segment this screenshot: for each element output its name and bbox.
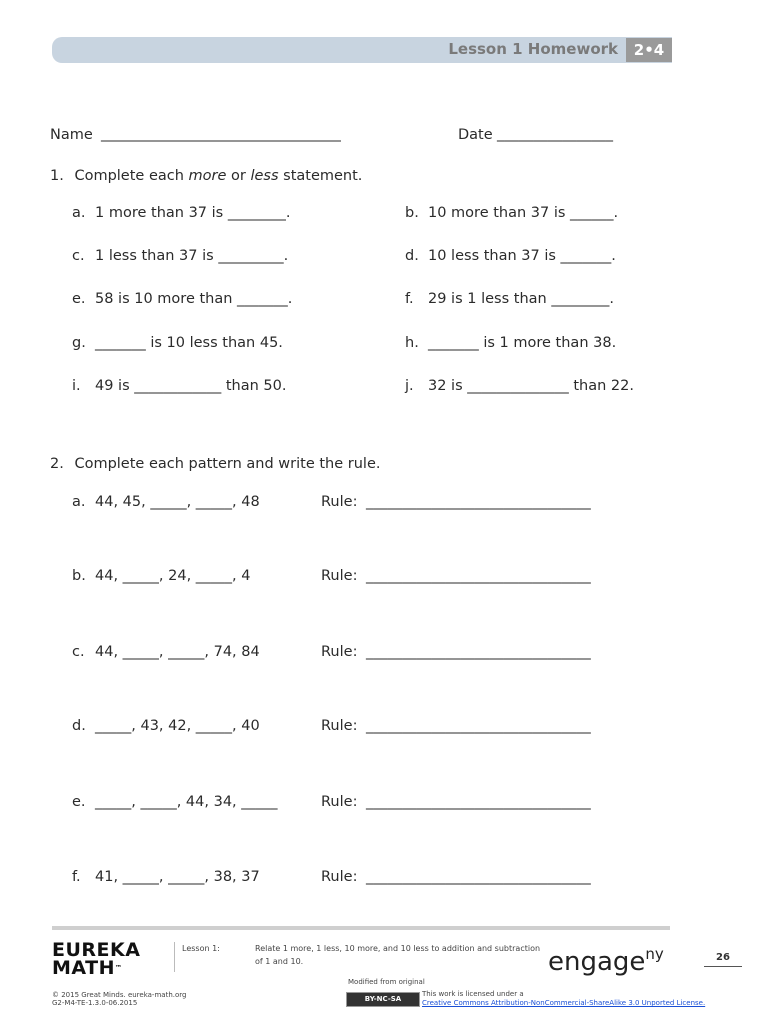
statement-word: statement. xyxy=(278,168,363,184)
date-field[interactable]: ________________ xyxy=(497,126,613,142)
question-letter: f. xyxy=(405,291,414,307)
lesson-title: Lesson 1 Homework xyxy=(448,40,618,58)
rule-field[interactable]: _______________________________ xyxy=(366,644,591,660)
license-text: This work is licensed under a xyxy=(422,990,524,998)
rule-label: Rule: xyxy=(321,869,358,885)
pattern-sequence[interactable]: _____, 43, 42, _____, 40 xyxy=(95,718,260,734)
rule-field[interactable]: _______________________________ xyxy=(366,869,591,885)
question-text[interactable]: 58 is 10 more than _______. xyxy=(95,291,293,307)
problem-1-heading xyxy=(50,168,362,184)
rule-field[interactable]: _______________________________ xyxy=(366,794,591,810)
modified-note: Modified from original xyxy=(348,978,425,986)
question-text[interactable]: 29 is 1 less than ________. xyxy=(428,291,614,307)
problem-number: 2. xyxy=(50,456,64,472)
pattern-letter: e. xyxy=(72,794,86,810)
eureka-math-logo xyxy=(52,941,140,977)
license-link[interactable]: Creative Commons Attribution-NonCommercial-ShareAlike 3.0 Unported License. xyxy=(422,999,706,1007)
question-text[interactable]: 10 less than 37 is _______. xyxy=(428,248,616,264)
pattern-sequence[interactable]: 44, _____, _____, 74, 84 xyxy=(95,644,260,660)
pattern-letter: c. xyxy=(72,644,85,660)
rule-field[interactable]: _______________________________ xyxy=(366,568,591,584)
question-letter: e. xyxy=(72,291,86,307)
question-text[interactable]: _______ is 10 less than 45. xyxy=(95,335,283,351)
pattern-letter: f. xyxy=(72,869,81,885)
question-text[interactable]: 49 is ____________ than 50. xyxy=(95,378,287,394)
pattern-letter: b. xyxy=(72,568,86,584)
logo-line-2: MATH xyxy=(52,957,115,979)
question-letter: d. xyxy=(405,248,419,264)
rule-field[interactable]: _______________________________ xyxy=(366,718,591,734)
rule-label: Rule: xyxy=(321,794,358,810)
more-word: more xyxy=(188,168,227,184)
question-letter: b. xyxy=(405,205,419,221)
question-letter: a. xyxy=(72,205,86,221)
problem-intro-text: Complete each pattern and write the rule. xyxy=(74,456,381,472)
logo-trademark: ™ xyxy=(115,964,123,972)
footer-separator xyxy=(174,942,175,972)
name-label: Name xyxy=(50,127,93,143)
or-word: or xyxy=(226,168,251,184)
lesson-label: Lesson 1: xyxy=(182,944,220,953)
question-text[interactable]: _______ is 1 more than 38. xyxy=(428,335,617,351)
copyright-line-1: © 2015 Great Minds. eureka-math.org xyxy=(52,991,187,999)
question-letter: j. xyxy=(405,378,414,394)
creative-commons-badge: BY-NC-SA xyxy=(346,992,420,1007)
rule-label: Rule: xyxy=(321,494,358,510)
question-text[interactable]: 1 more than 37 is ________. xyxy=(95,205,291,221)
pattern-sequence[interactable]: 44, 45, _____, _____, 48 xyxy=(95,494,260,510)
footer-divider xyxy=(52,926,670,930)
problem-2-heading xyxy=(50,456,380,472)
less-word: less xyxy=(250,168,279,184)
page-number: 26 xyxy=(704,952,742,967)
engageny-logo xyxy=(548,945,664,977)
pattern-sequence[interactable]: 41, _____, _____, 38, 37 xyxy=(95,869,260,885)
copyright-line-2: G2-M4-TE-1.3.0-06.2015 xyxy=(52,999,138,1007)
question-letter: c. xyxy=(72,248,85,264)
rule-field[interactable]: _______________________________ xyxy=(366,494,591,510)
name-field[interactable]: __________________________________ xyxy=(101,126,341,142)
grade-module-badge: 2•4 xyxy=(626,38,672,62)
ny-text: ny xyxy=(645,945,664,963)
question-text[interactable]: 32 is ______________ than 22. xyxy=(428,378,634,394)
pattern-letter: d. xyxy=(72,718,86,734)
problem-number: 1. xyxy=(50,168,64,184)
question-letter: g. xyxy=(72,335,86,351)
logo-line-1: EUREKA xyxy=(52,939,141,961)
question-text[interactable]: 1 less than 37 is _________. xyxy=(95,248,289,264)
rule-label: Rule: xyxy=(321,644,358,660)
engage-text: engage xyxy=(548,947,646,977)
pattern-sequence[interactable]: _____, _____, 44, 34, _____ xyxy=(95,794,278,810)
rule-label: Rule: xyxy=(321,718,358,734)
question-letter: i. xyxy=(72,378,81,394)
question-text[interactable]: 10 more than 37 is ______. xyxy=(428,205,619,221)
problem-intro-text: Complete each xyxy=(74,168,189,184)
lesson-description-line-2: of 1 and 10. xyxy=(255,957,304,966)
pattern-sequence[interactable]: 44, _____, 24, _____, 4 xyxy=(95,568,251,584)
question-letter: h. xyxy=(405,335,419,351)
pattern-letter: a. xyxy=(72,494,86,510)
rule-label: Rule: xyxy=(321,568,358,584)
lesson-description-line-1: Relate 1 more, 1 less, 10 more, and 10 less to addition and subtraction xyxy=(255,944,541,953)
date-label: Date xyxy=(458,127,493,143)
